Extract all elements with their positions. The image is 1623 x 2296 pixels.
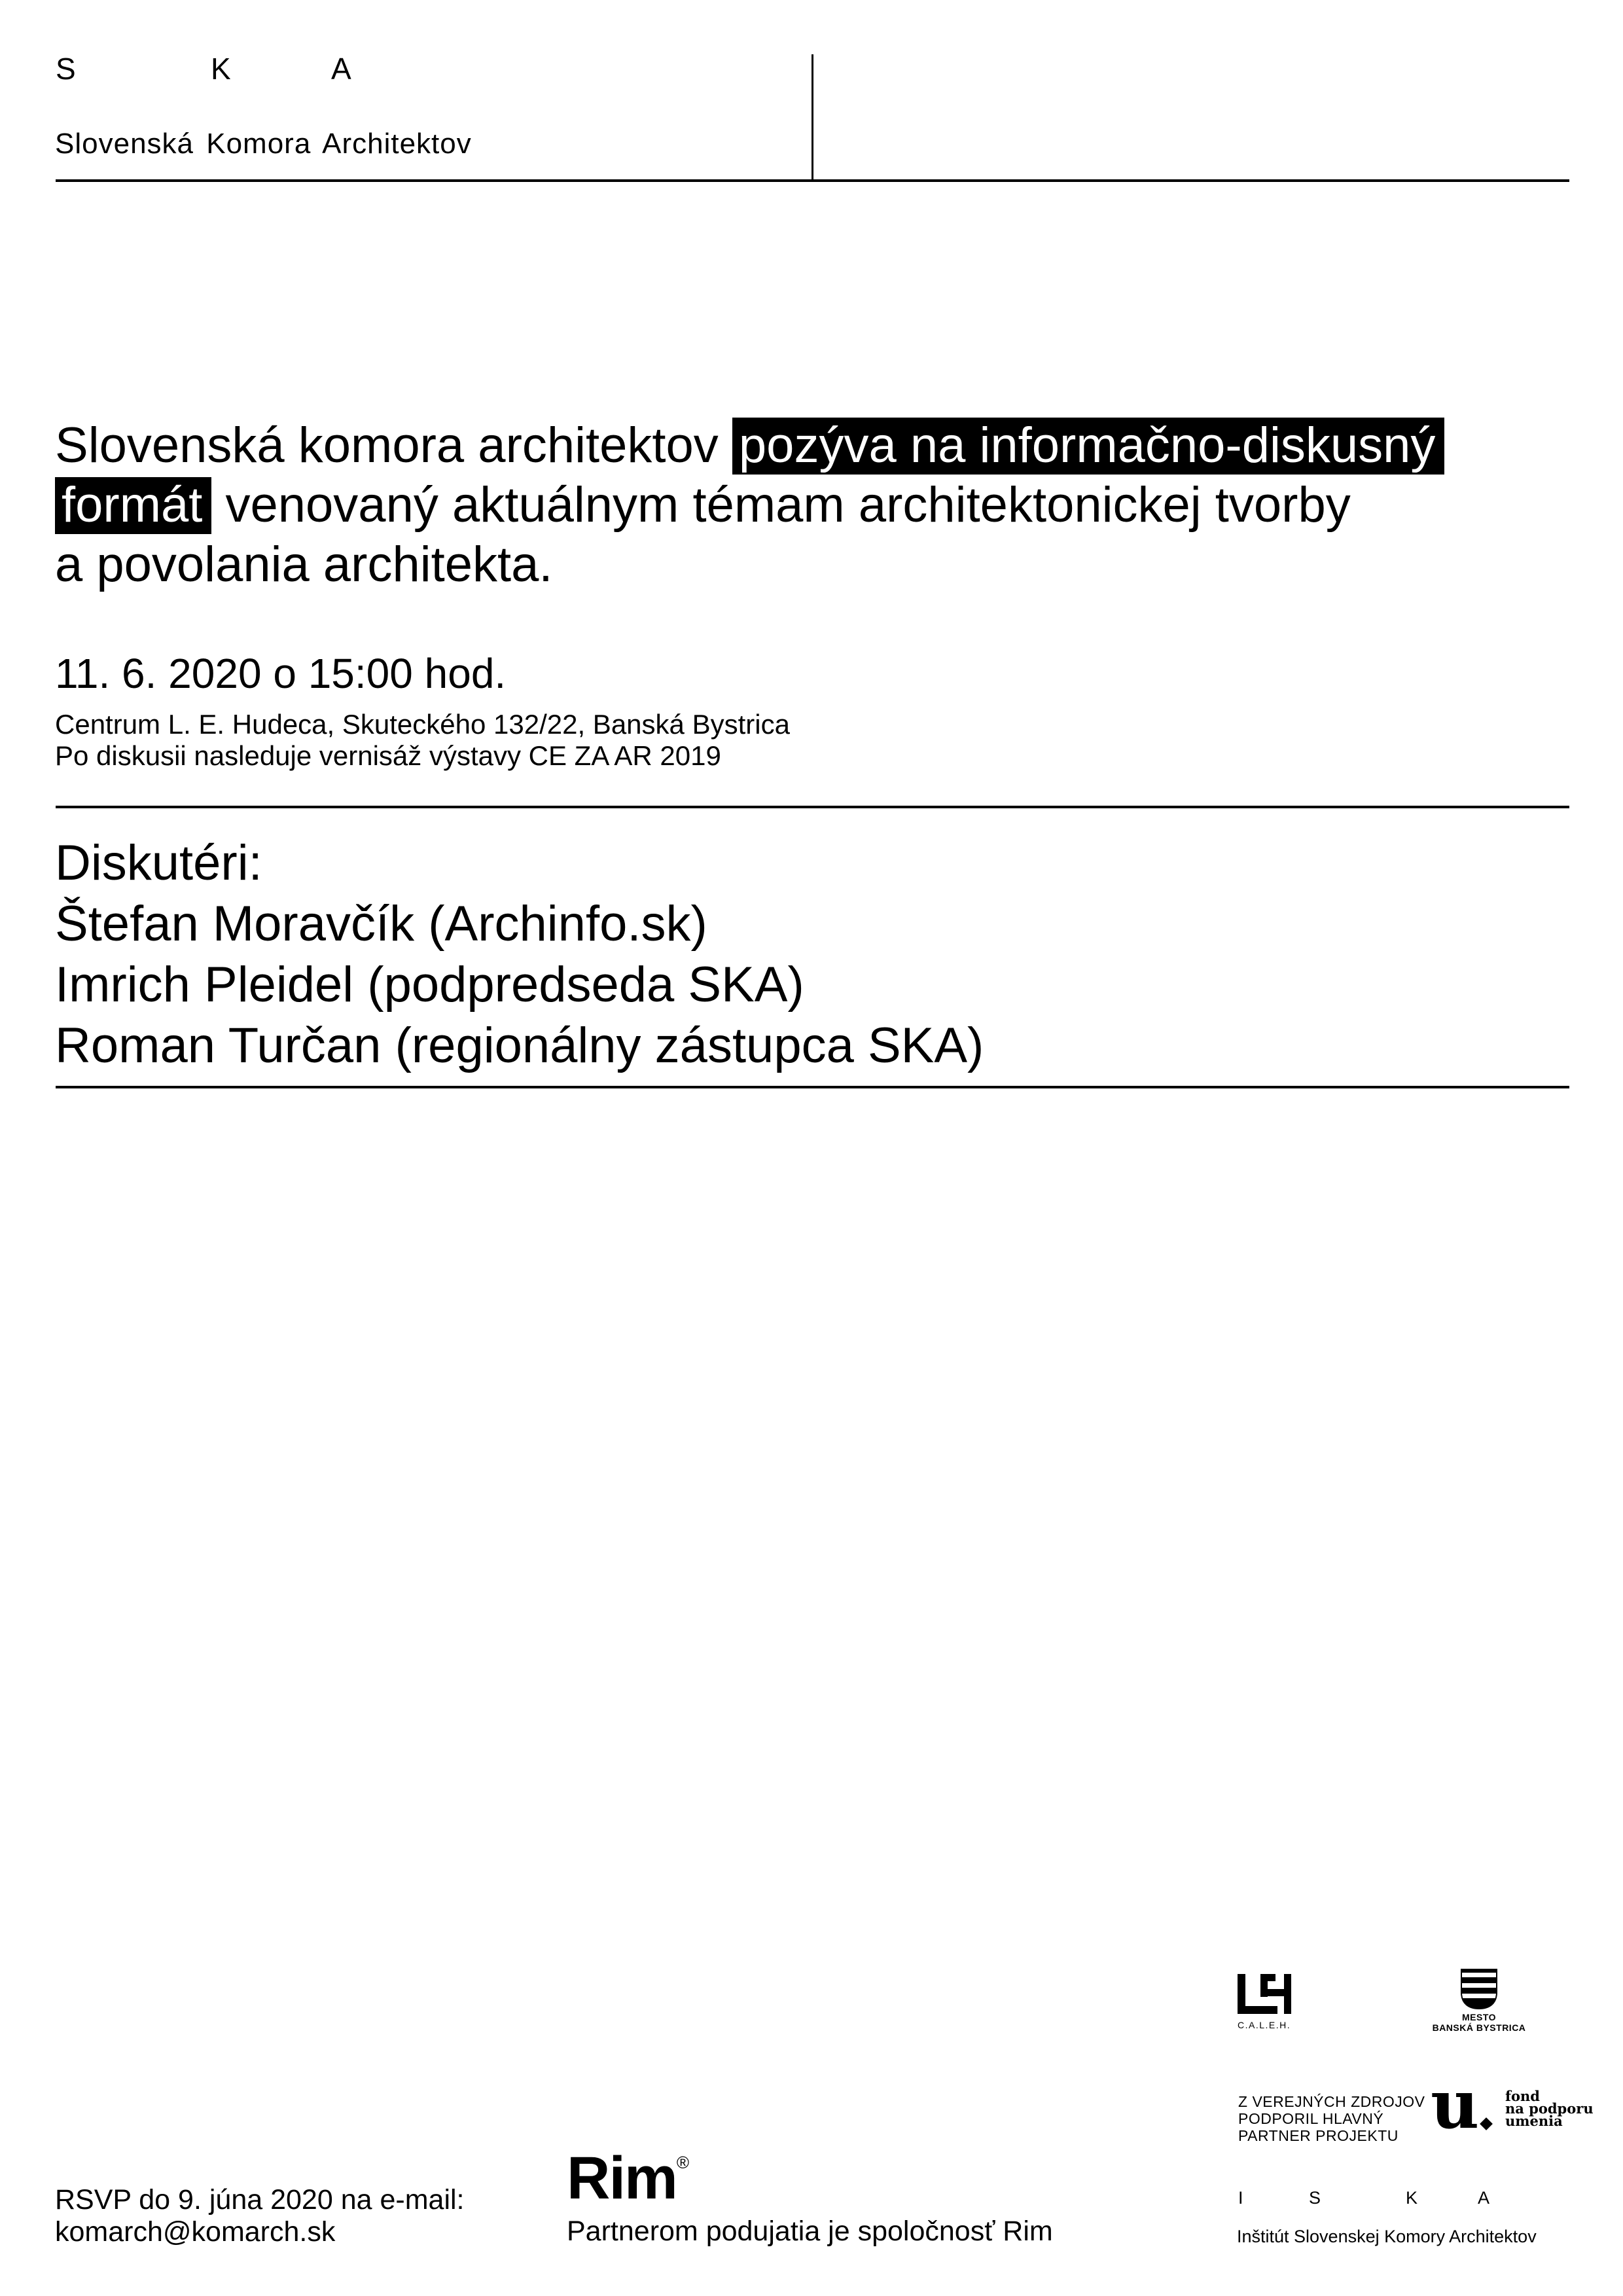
intro-line2-highlight: formát — [55, 477, 211, 534]
speaker-item: Štefan Moravčík (Archinfo.sk) — [55, 896, 707, 952]
partner-caption: Partnerom podujatia je spoločnosť Rim — [567, 2215, 1053, 2247]
fund-support-line: Z VEREJNÝCH ZDROJOV — [1238, 2093, 1425, 2110]
ska-logo-letter-a: A — [331, 52, 351, 86]
section-rule-bottom — [56, 1086, 1569, 1088]
fund-logo-mark: u — [1431, 2066, 1480, 2144]
fund-logo-name — [1505, 2090, 1594, 2127]
city-name-line1: MESTO — [1461, 2012, 1497, 2022]
rsvp-text: RSVP do 9. júna 2020 na e-mail: — [55, 2184, 465, 2215]
iska-logo-letter-s: S — [1309, 2188, 1321, 2208]
rim-logo-text: Rim — [567, 2145, 677, 2212]
intro-line-1 — [55, 416, 1586, 475]
institute-name: Inštitút Slovenskej Komory Architektov — [1237, 2227, 1537, 2246]
event-venue: Centrum L. E. Hudeca, Skuteckého 132/22, Banská Bystrica — [55, 709, 790, 740]
intro-line1-normal: Slovenská komora architektov — [55, 418, 732, 473]
fund-name-line: umenia — [1505, 2113, 1563, 2129]
iska-logo-letter-i: I — [1238, 2188, 1243, 2208]
rsvp-block — [55, 2184, 465, 2248]
fund-support-line: PARTNER PROJEKTU — [1238, 2127, 1399, 2144]
fund-support-line: PODPORIL HLAVNÝ — [1238, 2110, 1384, 2127]
event-datetime: 11. 6. 2020 o 15:00 hod. — [55, 650, 507, 697]
iska-logo-letter-a: A — [1478, 2188, 1490, 2208]
registered-trademark-icon: ® — [676, 2153, 689, 2172]
intro-line2-normal: venovaný aktuálnym témam architektonickej tvorby — [211, 477, 1351, 533]
fund-name-line: na podporu — [1505, 2100, 1594, 2117]
intro-line-3: a povolania architekta. — [55, 537, 553, 592]
panel-heading: Diskutéri: — [55, 835, 262, 891]
panel-block — [55, 833, 984, 1076]
event-details — [55, 709, 790, 772]
ska-logo-letter-k: K — [211, 52, 231, 86]
rim-logo — [567, 2132, 689, 2212]
caleh-logo-icon — [1238, 1974, 1291, 2014]
caleh-caption: C.A.L.E.H. — [1238, 2020, 1291, 2030]
header-rule — [56, 179, 1569, 182]
ska-logo-letter-s: S — [56, 52, 76, 86]
org-name: Slovenská Komora Architektov — [55, 128, 472, 160]
intro-line1-highlight: pozýva na informačno-diskusný — [732, 418, 1445, 475]
fund-name-line: fond — [1505, 2088, 1540, 2104]
speaker-item: Roman Turčan (regionálny zástupca SKA) — [55, 1018, 984, 1073]
fund-logo-diamond-dot — [1480, 2117, 1493, 2130]
fund-support-text — [1238, 2093, 1425, 2144]
rsvp-email[interactable]: komarch@komarch.sk — [55, 2216, 336, 2248]
speaker-item: Imrich Pleidel (podpredseda SKA) — [55, 957, 804, 1013]
intro-heading — [55, 416, 1586, 594]
section-rule-top — [56, 806, 1569, 808]
header-vertical-divider — [812, 54, 813, 181]
iska-logo-letter-k: K — [1406, 2188, 1418, 2208]
intro-line-2 — [55, 475, 1586, 535]
city-coat-of-arms-icon — [1461, 1969, 1497, 2009]
city-name — [1414, 2012, 1544, 2033]
event-note: Po diskusii nasleduje vernisáž výstavy CE ZA AR 2019 — [55, 740, 721, 771]
city-name-line2: BANSKÁ BYSTRICA — [1432, 2022, 1526, 2033]
